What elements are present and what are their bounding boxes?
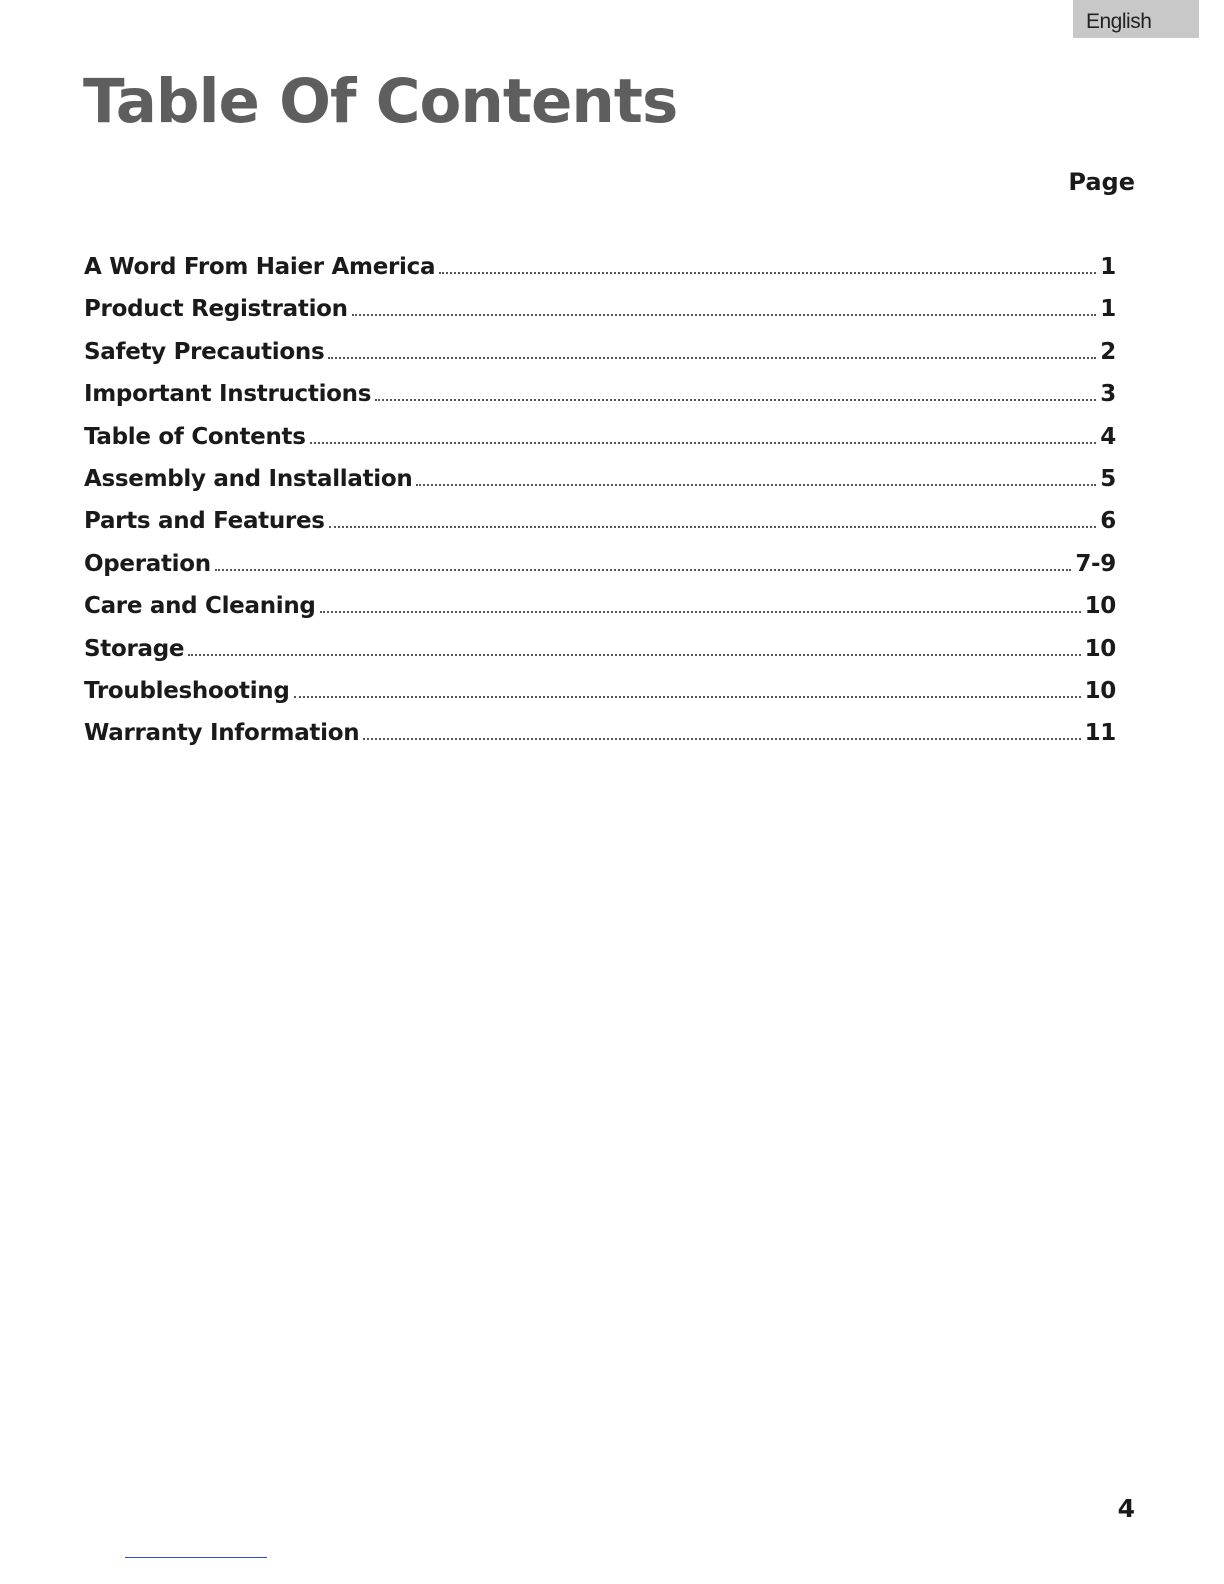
toc-dot-leader (352, 314, 1097, 316)
toc-dot-leader (375, 399, 1096, 401)
toc-entry-label: Safety Precautions (84, 338, 325, 365)
toc-entry-page: 2 (1100, 338, 1116, 365)
toc-dot-leader (294, 696, 1081, 698)
toc-entry[interactable] (84, 551, 1116, 593)
toc-entry-label: Storage (84, 635, 185, 662)
toc-entry-page: 4 (1100, 423, 1116, 450)
toc-entry[interactable] (84, 296, 1116, 338)
toc-entry-label: Care and Cleaning (84, 593, 316, 620)
toc-entry[interactable] (84, 381, 1116, 423)
toc-dot-leader (310, 442, 1097, 444)
toc-entry[interactable] (84, 593, 1116, 635)
toc-entry-page: 11 (1084, 720, 1116, 747)
bottom-rule (125, 1557, 267, 1558)
toc-entry[interactable] (84, 254, 1116, 296)
toc-entry-label: Warranty Information (84, 720, 360, 747)
toc-entry-page: 6 (1100, 508, 1116, 535)
toc-dot-leader (188, 654, 1080, 656)
toc-entry-label: Parts and Features (84, 508, 325, 535)
toc-dot-leader (328, 357, 1096, 359)
toc-dot-leader (416, 484, 1096, 486)
toc-entry[interactable] (84, 636, 1116, 678)
toc-entry-page: 1 (1100, 296, 1116, 323)
toc-entry[interactable] (84, 720, 1116, 762)
toc-list (84, 254, 1116, 763)
toc-entry[interactable] (84, 508, 1116, 550)
page-title: Table Of Contents (83, 66, 678, 137)
toc-dot-leader (215, 569, 1072, 571)
toc-entry[interactable] (84, 339, 1116, 381)
toc-entry-label: A Word From Haier America (84, 254, 436, 280)
toc-entry-page: 7-9 (1075, 550, 1116, 577)
toc-entry-label: Important Instructions (84, 381, 372, 408)
toc-entry[interactable] (84, 466, 1116, 508)
toc-entry-page: 10 (1084, 635, 1116, 662)
page-number: 4 (1117, 1494, 1135, 1523)
toc-entry-label: Operation (84, 550, 211, 577)
toc-dot-leader (363, 738, 1080, 740)
toc-entry[interactable] (84, 424, 1116, 466)
toc-dot-leader (439, 272, 1096, 274)
toc-entry-label: Product Registration (84, 296, 348, 323)
toc-entry-page: 5 (1100, 465, 1116, 492)
toc-entry-label: Troubleshooting (84, 677, 290, 704)
toc-entry-page: 1 (1100, 254, 1116, 280)
toc-entry[interactable] (84, 678, 1116, 720)
toc-dot-leader (329, 526, 1097, 528)
toc-entry-page: 3 (1100, 381, 1116, 408)
language-tab: English (1073, 0, 1199, 38)
toc-entry-label: Table of Contents (84, 423, 306, 450)
toc-dot-leader (320, 611, 1081, 613)
toc-entry-page: 10 (1084, 593, 1116, 620)
toc-entry-page: 10 (1084, 677, 1116, 704)
page-column-header: Page (1068, 168, 1135, 196)
toc-entry-label: Assembly and Installation (84, 465, 413, 492)
